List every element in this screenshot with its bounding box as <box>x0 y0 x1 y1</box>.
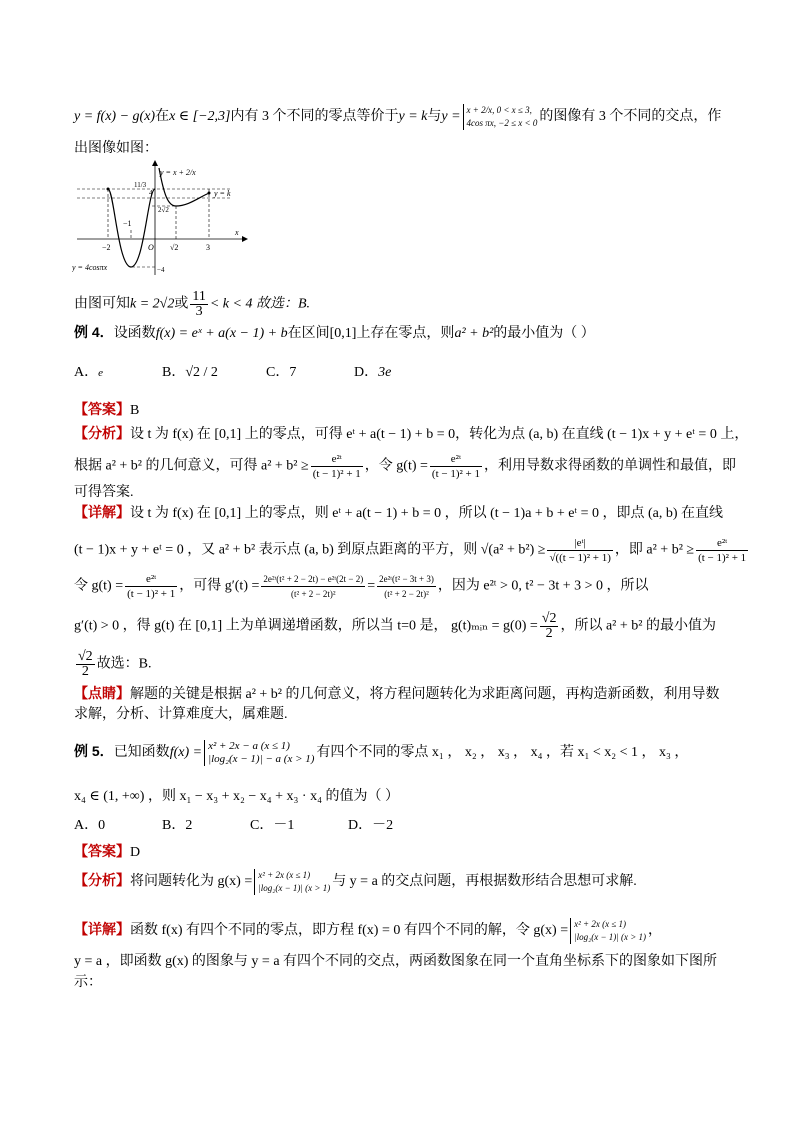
ex4-text: 设函数 <box>113 326 156 341</box>
analysis-text: 与 y = a 的交点问题，再根据数形结合思想可求解. <box>332 874 637 890</box>
piece-2: 4cos πx, −2 ≤ x < 0 <box>466 118 538 128</box>
tick-x: x <box>235 228 239 237</box>
detail-text: ，可得 g′(t) = <box>179 578 260 594</box>
ex5-detail-2: y = a ，即函数 g(x) 的图象与 y = a 有四个不同的交点，两函数图象在同一个直角坐标系下的图象如下图所 <box>74 954 718 969</box>
analysis-text: 根据 a² + b² 的几何意义，可得 a² + b² ≥ <box>74 458 309 474</box>
fraction: $\frac{\text{e²ᵗ}}{\text{(t − 1)² + 1}}$ <box>698 537 747 564</box>
ex4-analysis-1 <box>74 424 748 446</box>
answer-value: B <box>130 403 140 418</box>
conclusion-range: < k < 4 故选：B. <box>209 296 311 312</box>
piecewise-brace: x² + 2x − a (x ≤ 1) |log₂(x − 1)| − a (x > 1) <box>204 740 314 766</box>
analysis-text: ，利用导数求得函数的单调性和最值，即 <box>484 458 736 474</box>
detail-text: ， <box>648 923 663 939</box>
tick-x: √2 <box>170 243 179 252</box>
piecewise-brace <box>463 104 538 130</box>
tick-x: −1 <box>123 219 132 228</box>
ex5-answer <box>74 842 140 864</box>
ex4-detail-3: 令 g(t) = $\frac{\text{e²ᵗ}}{\text{(t − 1)² + 1}}$ ，可得 g′(t) = $\frac{\text{2e²ᵗ(t² + 2 − 2t) − e²ᵗ(2t − 2)}}{\text{(t² + 2 − 2t)²}}$ = $\frac{\text{2e²ᵗ(t² − 3t + 3)}}{\text{(t² + 2 − 2t)²}}$ ，因为 e²ᵗ > 0, t² − 3t + 3 > 0 ，所以 <box>74 573 649 600</box>
ex4-interval: [0,1] <box>329 326 357 341</box>
ex4-detail-2 <box>74 536 750 565</box>
piecewise-brace: x² + 2x (x ≤ 1) |log₂(x − 1)| (x > 1) <box>254 869 330 895</box>
intro-expr: y = f(x) − g(x) <box>74 109 156 125</box>
tick-y: 2√2 <box>158 206 169 214</box>
ex4-detail-5 <box>74 650 152 679</box>
conclusion-line <box>74 290 310 319</box>
tick-y: 11/3 <box>134 181 147 189</box>
ex4-func: f(x) = eˣ + a(x − 1) + b <box>155 326 288 341</box>
conclusion-or: 或 <box>174 296 189 312</box>
ex4-text: 在区间 <box>287 326 330 341</box>
ex5-text: 已知函数 <box>113 745 170 761</box>
ex4-question <box>74 321 595 345</box>
intro-y: y = <box>441 109 461 125</box>
detail-text: g′(t) > 0 ，得 g(t) 在 [0,1] 上为单调递增函数，所以当 t=0 是， g(t)ₘᵢₙ = g(0) = <box>74 618 538 634</box>
intro-line-2: 出图像如图： <box>74 141 158 156</box>
analysis-text: ，令 g(t) = <box>364 458 428 474</box>
x-arrow <box>242 236 248 242</box>
label-upper: y = x + 2/x <box>160 168 196 177</box>
intro-domain: x ∈ [−2,3] <box>169 109 231 125</box>
intersection-graph <box>72 160 252 280</box>
detail-text: 函数 f(x) 有四个不同的零点，即方程 f(x) = 0 有四个不同的解，令 g(x) = <box>130 923 569 939</box>
detail-text: ，因为 e²ᵗ > 0, t² − 3t + 3 > 0 ，所以 <box>437 578 649 594</box>
ex5-line-2: x₄ ∈ (1, +∞) ，则 x₁ − x₃ + x₂ − x₄ + x₃ · x₄ 的值为（ ） <box>74 789 399 804</box>
comment-label: 【点睛】 <box>74 687 130 702</box>
ex5-text: 有四个不同的零点 x₁ ， x₂ ， x₃ ， x₄ ，若 x₁ < x₂ < 1 ， x₃ ， <box>316 745 689 761</box>
fraction: $\frac{√2}{2}$ <box>541 611 557 641</box>
fraction: $\frac{11}{3}$ <box>192 289 206 319</box>
option-c: C．－1 <box>250 818 295 833</box>
cosine-curve <box>108 189 155 267</box>
ex4-options <box>74 362 391 384</box>
tick-x: O <box>148 243 154 252</box>
piece-1: x + 2/x, 0 < x ≤ 3, <box>466 105 532 115</box>
tick-x: 3 <box>206 243 210 252</box>
analysis-text: 设 t 为 f(x) 在 [0,1] 上的零点，可得 eᵗ + a(t − 1) + b = 0，转化为点 (a, b) 在直线 (t − 1)x + y + eᵗ = 0 上， <box>130 427 749 442</box>
option-d: D．3e <box>354 365 392 380</box>
detail-text: (t − 1)x + y + eᵗ = 0 ，又 a² + b² 表示点 (a, b) 到原点距离的平方，则 √(a² + b²) ≥ <box>74 542 546 558</box>
ex4-analysis-2 <box>74 452 736 481</box>
tick-x: −2 <box>102 243 111 252</box>
tick-y: 4 <box>149 189 153 197</box>
detail-text: 令 g(t) = <box>74 578 124 594</box>
option-c: C．7 <box>266 365 297 380</box>
ex5-detail-3: 示： <box>74 975 102 990</box>
detail-label: 【详解】 <box>74 506 130 521</box>
piecewise-brace: x² + 2x (x ≤ 1) |log₂(x − 1)| (x > 1) <box>570 918 646 944</box>
tick-y: −4 <box>157 266 165 274</box>
analysis-text: 将问题转化为 g(x) = <box>130 874 253 890</box>
detail-text: 设 t 为 f(x) 在 [0,1] 上的零点，则 eᵗ + a(t − 1) + b = 0 ，所以 (t − 1)a + b + eᵗ = 0 ，即点 (a, b) 在直线 <box>130 506 724 521</box>
conclusion-k: k = 2√2 <box>130 296 175 312</box>
analysis-label: 【分析】 <box>74 874 130 890</box>
ex4-comment-1 <box>74 684 720 706</box>
intro-text: 在 <box>155 109 170 125</box>
answer-value: D <box>130 845 141 860</box>
fraction: $\frac{\text{e²ᵗ}}{\text{(t − 1)² + 1}}$ <box>127 573 176 600</box>
ex5-detail-1 <box>74 918 662 944</box>
conclusion-text: 由图可知 <box>74 296 130 312</box>
ex4-answer <box>74 400 139 422</box>
ex5-analysis <box>74 869 637 895</box>
fraction: $\frac{√2}{2}$ <box>78 649 93 679</box>
ex4-detail-1 <box>74 503 723 525</box>
detail-label: 【详解】 <box>74 923 130 939</box>
fraction: $\frac{\text{|eᵗ|}}{\text{√((t − 1)² + 1)}}$ <box>549 537 611 564</box>
ex4-label: 例 4． <box>74 324 114 340</box>
ex5-question <box>74 740 688 766</box>
ex5-func: f(x) = <box>169 745 203 761</box>
comment-text: 解题的关键是根据 a² + b² 的几何意义，将方程问题转化为求距离问题，再构造新函数，利用导数 <box>130 687 720 702</box>
ex5-label: 例 5． <box>74 743 114 760</box>
fraction: $\frac{\text{2e²ᵗ(t² − 3t + 3)}}{\text{(t² + 2 − 2t)²}}$ <box>379 574 434 599</box>
ex4-text: 上存在零点，则 <box>356 326 455 341</box>
option-b: B．2 <box>162 818 193 833</box>
ex4-comment-2: 求解，分析、计算难度大，属难题. <box>74 707 288 722</box>
label-k: y = k <box>214 189 231 198</box>
ex4-analysis-3: 可得答案. <box>74 485 134 500</box>
option-b: B．√2 / 2 <box>162 365 218 380</box>
intro-text: 的图像有 3 个不同的交点，作 <box>539 109 722 125</box>
ex5-options <box>74 815 393 837</box>
ex4-detail-4 <box>74 612 716 641</box>
label-lower: y = 4cosπx <box>72 263 108 272</box>
answer-label: 【答案】 <box>74 845 130 860</box>
detail-text: ，所以 a² + b² 的最小值为 <box>560 618 716 634</box>
analysis-label: 【分析】 <box>74 427 130 442</box>
option-a: A．e <box>74 365 104 380</box>
fraction: $\frac{\text{e²ᵗ}}{\text{(t − 1)² + 1}}$ <box>431 453 480 480</box>
intro-text: 与 <box>427 109 442 125</box>
detail-text: 故选：B. <box>96 656 152 672</box>
fraction: $\frac{\text{e²ᵗ}}{\text{(t − 1)² + 1}}$ <box>312 453 361 480</box>
intro-text: 内有 3 个不同的零点等价于 <box>230 109 399 125</box>
detail-text: ，即 a² + b² ≥ <box>614 542 695 558</box>
ex4-text: 的最小值为（ ） <box>493 326 595 341</box>
option-a: A．0 <box>74 818 106 833</box>
fraction: $\frac{\text{2e²ᵗ(t² + 2 − 2t) − e²ᵗ(2t − 2)}}{\text{(t² + 2 − 2t)²}}$ <box>263 574 364 599</box>
intro-yk: y = k <box>398 109 428 125</box>
answer-label: 【答案】 <box>74 403 130 418</box>
intro-line-1 <box>74 104 721 130</box>
option-d: D．－2 <box>348 818 394 833</box>
ex4-expr: a² + b² <box>454 326 494 341</box>
y-arrow <box>152 160 158 166</box>
